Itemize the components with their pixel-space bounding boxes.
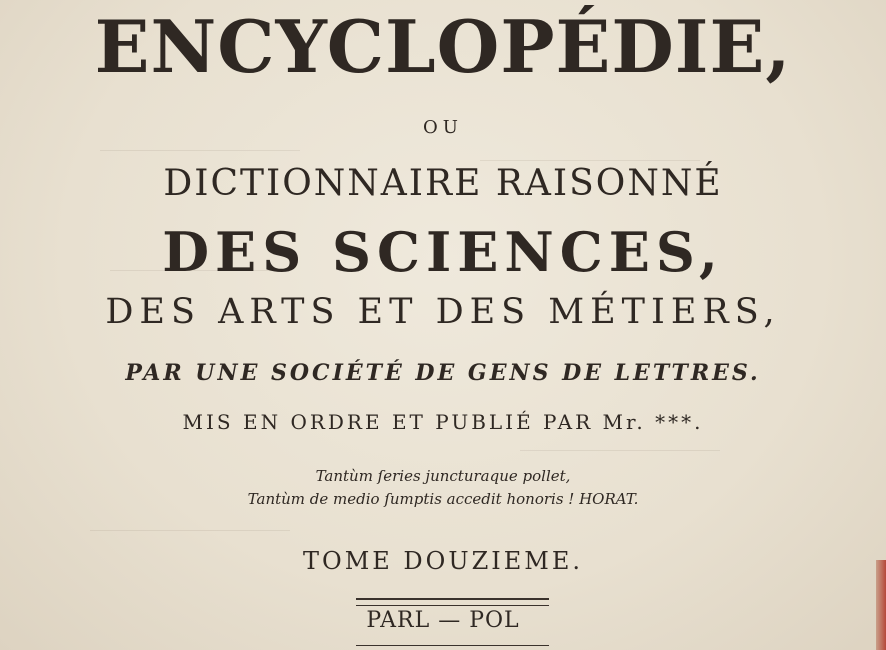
conjunction: OU [423,117,463,138]
bleed-through-line [90,530,290,531]
main-title: ENCYCLOPÉDIE, [94,4,792,89]
motto-line-2: Tantùm de medio ſumptis accedit honoris ! HORAT. [247,490,639,508]
subtitle-sciences: DES SCIENCES, [162,220,724,284]
bleed-through-line [100,150,300,151]
subtitle-arts: DES ARTS ET DES MÉTIERS, [105,292,781,332]
volume-range: PARL — POL [366,608,520,633]
bleed-through-line [520,450,720,451]
editor-line: MIS EN ORDRE ET PUBLIÉ PAR Mr. ***. [182,410,704,434]
motto-line-1: Tantùm ſeries juncturaque pollet, [315,467,571,485]
volume-label: TOME DOUZIEME. [303,547,583,575]
bottom-rule [356,645,549,650]
top-rule [356,598,549,606]
bleed-through-line [480,160,700,161]
subtitle-dictionnaire: DICTIONNAIRE RAISONNÉ [163,163,723,204]
authors-line: PAR UNE SOCIÉTÉ DE GENS DE LETTRES. [125,360,761,386]
page-edge [876,560,886,650]
